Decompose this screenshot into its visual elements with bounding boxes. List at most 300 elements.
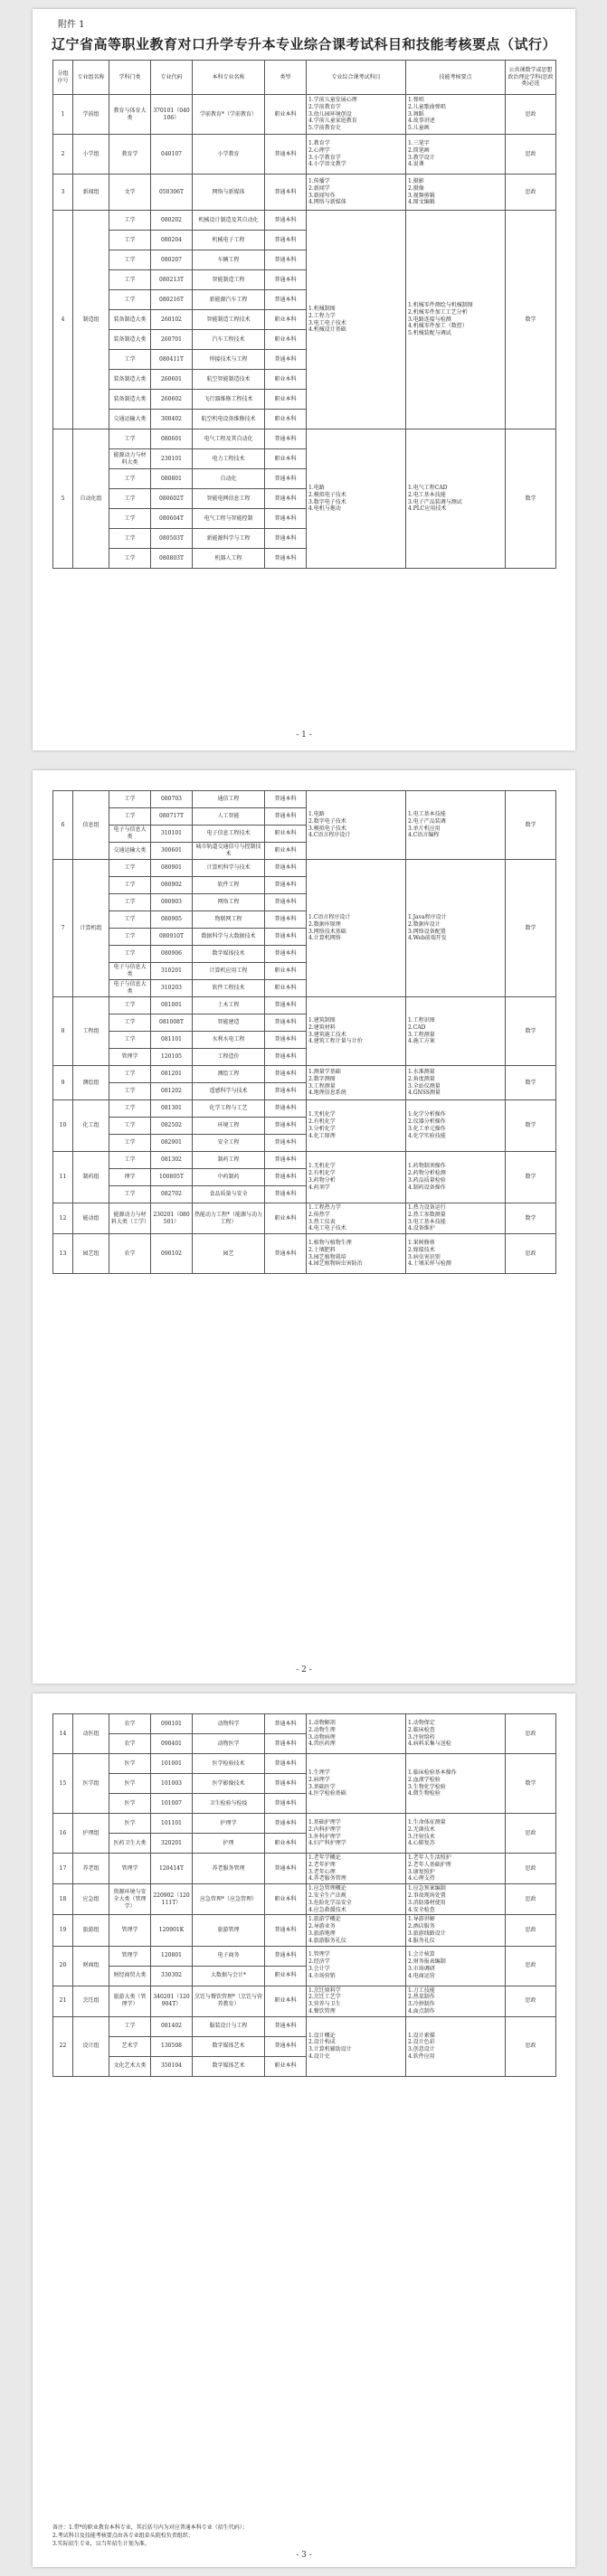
- required-subject: 思政: [506, 1986, 556, 2016]
- major-type: 普通本科: [265, 509, 307, 529]
- required-subject: 数学: [506, 791, 556, 860]
- required-subject: 数学: [506, 1066, 556, 1100]
- major-name: 软件工程技术: [193, 980, 265, 997]
- group-number: 17: [53, 1854, 73, 1884]
- major-type: 普通本科: [265, 1169, 307, 1186]
- major-name: 养老服务管理: [193, 1854, 265, 1884]
- page-3: [33, 1694, 575, 2567]
- discipline-category: 能源动力与材料大类（工学）: [109, 1203, 151, 1234]
- major-code: 101001: [151, 1754, 193, 1774]
- discipline-category: 工学: [109, 791, 151, 808]
- major-name: 食品质量与安全: [193, 1186, 265, 1203]
- major-name: 测绘工程: [193, 1066, 265, 1083]
- exam-subjects: 1.C语言程序设计 2.数据库原理 3.网络技术基础 4.计算机网络: [307, 860, 406, 997]
- major-code: 082702: [151, 1186, 193, 1203]
- exam-subjects: 1.工程热力学 2.传热学 3.热工仪表 4.电工电子技术: [307, 1203, 406, 1234]
- major-name: 制药工程: [193, 1152, 265, 1169]
- discipline-category: 艺术学: [109, 2036, 151, 2056]
- required-subject: 思政: [506, 1946, 556, 1986]
- skill-points: 1.机械零件测绘与机械制图 2.机械零件加工工艺分析 3.电路连接与检测 4.机械零件加工（数控） 5.机械装配与调试: [406, 211, 506, 429]
- discipline-category: 农学: [109, 1734, 151, 1754]
- major-code: 120901K: [151, 1915, 193, 1946]
- table-row: [53, 1234, 556, 1274]
- required-subject: 思政: [506, 135, 556, 175]
- major-code: 220902（120111T）: [151, 1884, 193, 1915]
- major-code: 260701: [151, 330, 193, 350]
- required-subject: 数学: [506, 1152, 556, 1203]
- exam-subjects: 1.无机化学 2.有机化学 3.分析化学 4.化工原理: [307, 1100, 406, 1152]
- table-row: [53, 860, 556, 877]
- major-type: 普通本科: [265, 860, 307, 877]
- major-name: 机械设计制造及其自动化: [193, 211, 265, 231]
- major-type: 普通本科: [265, 1100, 307, 1118]
- major-type: 普通本科: [265, 1083, 307, 1100]
- discipline-category: 医学: [109, 1794, 151, 1814]
- group-number: 7: [53, 860, 73, 997]
- major-type: 职业本科: [265, 843, 307, 860]
- major-type: 职业本科: [265, 1884, 307, 1915]
- major-code: 080207: [151, 250, 193, 270]
- column-header: 学科门类: [109, 61, 151, 95]
- major-name: 安全工程: [193, 1135, 265, 1152]
- major-type: 普通本科: [265, 1118, 307, 1135]
- major-type: 普通本科: [265, 1915, 307, 1946]
- exam-subjects: 1.教育学 2.心理学 3.小学教育学 4.小学语文教学: [307, 135, 406, 175]
- exam-subjects: 1.管理学 2.经济学 3.会计学 4.市场营销: [307, 1946, 406, 1986]
- group-name: 信息组: [73, 791, 109, 860]
- table-row: [53, 1814, 556, 1834]
- discipline-category: 电子与信息大类: [109, 980, 151, 997]
- major-name: 数字媒体艺术: [193, 2056, 265, 2076]
- table-page-1: [52, 60, 556, 569]
- major-name: 服装设计与工程: [193, 2016, 265, 2036]
- major-type: 普通本科: [265, 270, 307, 290]
- major-name: 机器人工程: [193, 549, 265, 569]
- major-name: 人工智能: [193, 808, 265, 826]
- required-subject: 数学: [506, 1754, 556, 1814]
- major-type: 普通本科: [265, 1234, 307, 1274]
- major-name: 电子商务: [193, 1946, 265, 1966]
- major-code: 340201（120904T）: [151, 1986, 193, 2016]
- required-subject: 数学: [506, 860, 556, 997]
- major-code: 080602T: [151, 489, 193, 509]
- major-name: 电气工程与智能控制: [193, 509, 265, 529]
- major-type: 普通本科: [265, 808, 307, 826]
- discipline-category: 工学: [109, 894, 151, 911]
- required-subject: 思政: [506, 1884, 556, 1915]
- exam-subjects: 1.生理学 2.病理学 3.基础医学 4.医学检验基础: [307, 1754, 406, 1814]
- exam-subjects: 1.测量学基础 2.数字测图 3.工程测量 4.地理信息系统: [307, 1066, 406, 1100]
- major-name: 数字媒体艺术: [193, 2036, 265, 2056]
- exam-subjects: 1.无机化学 2.有机化学 3.药物分析 4.药剂学: [307, 1152, 406, 1203]
- group-name: 设计组: [73, 2016, 109, 2076]
- major-name: 大数据与会计*: [193, 1966, 265, 1986]
- major-name: 物联网工程: [193, 911, 265, 929]
- major-type: 普通本科: [265, 911, 307, 929]
- major-name: 数字媒体技术: [193, 946, 265, 963]
- table-row: [53, 1986, 556, 2016]
- exam-subjects: 1.基础护理学 2.内科护理学 3.外科护理学 4.妇产科护理学: [307, 1814, 406, 1854]
- skill-points: 1.生命体征测量 2.无菌技术 3.注射技术 4.心肺复苏: [406, 1814, 506, 1854]
- major-type: 普通本科: [265, 1135, 307, 1152]
- major-type: 职业本科: [265, 2056, 307, 2076]
- major-name: 学前教育*（学前教育）: [193, 95, 265, 135]
- page-1: [33, 9, 575, 750]
- major-type: 普通本科: [265, 1049, 307, 1066]
- major-name: 卫生检验与检疫: [193, 1794, 265, 1814]
- major-code: 080213T: [151, 270, 193, 290]
- header-row: [53, 61, 556, 95]
- major-type: 普通本科: [265, 877, 307, 894]
- discipline-category: 医药卫生大类: [109, 1834, 151, 1854]
- group-number: 15: [53, 1754, 73, 1814]
- discipline-category: 工学: [109, 997, 151, 1014]
- group-number: 4: [53, 211, 73, 429]
- major-type: 普通本科: [265, 1152, 307, 1169]
- discipline-category: 工学: [109, 509, 151, 529]
- table-row: [53, 1754, 556, 1774]
- discipline-category: 工学: [109, 1135, 151, 1152]
- major-name: 水利水电工程: [193, 1032, 265, 1049]
- major-code: 101101: [151, 1814, 193, 1834]
- major-type: 职业本科: [265, 826, 307, 843]
- page-2: [33, 770, 575, 1684]
- discipline-category: 电子与信息大类: [109, 826, 151, 843]
- major-code: 101007: [151, 1794, 193, 1814]
- major-type: 职业本科: [265, 310, 307, 330]
- discipline-category: 交通运输大类: [109, 410, 151, 429]
- major-name: 护理: [193, 1834, 265, 1854]
- skill-points: 1.临床检验基本操作 2.血液学检验 3.生物化学检验 4.微生物检验: [406, 1754, 506, 1814]
- discipline-category: 工学: [109, 860, 151, 877]
- column-header: 技能考核要点: [406, 61, 506, 95]
- skill-points: 1.应急预案编制 2.事故现场处置 3.消防器材使用 4.安全检查: [406, 1884, 506, 1915]
- discipline-category: 管理学: [109, 1049, 151, 1066]
- major-name: 热能动力工程*（能源与动力工程）: [193, 1203, 265, 1234]
- group-name: 养老组: [73, 1854, 109, 1884]
- major-code: 090102: [151, 1234, 193, 1274]
- major-code: 310201: [151, 963, 193, 980]
- major-name: 智能电网信息工程: [193, 489, 265, 509]
- discipline-category: 工学: [109, 250, 151, 270]
- group-name: 自动化组: [73, 429, 109, 569]
- major-name: 网络工程: [193, 894, 265, 911]
- exam-subjects: 1.电路 2.数字电子技术 3.模拟电子技术 4.C语言程序设计: [307, 791, 406, 860]
- major-type: 普通本科: [265, 2036, 307, 2056]
- required-subject: 数学: [506, 429, 556, 569]
- required-subject: 思政: [506, 1814, 556, 1854]
- major-name: 遥感科学与技术: [193, 1083, 265, 1100]
- column-header: 本科专业名称: [193, 61, 265, 95]
- major-code: 260601: [151, 370, 193, 390]
- major-name: 电子信息工程技术: [193, 826, 265, 843]
- group-name: 制药组: [73, 1152, 109, 1203]
- skill-points: 1.药物制剂操作 2.药物分析检测 3.药品质量检验 4.制药设备操作: [406, 1152, 506, 1203]
- major-code: 090101: [151, 1714, 193, 1734]
- major-type: 普通本科: [265, 469, 307, 489]
- discipline-category: 医学: [109, 1814, 151, 1834]
- required-subject: 思政: [506, 2016, 556, 2076]
- major-code: 080717T: [151, 808, 193, 826]
- discipline-category: 财经商贸大类: [109, 1966, 151, 1986]
- discipline-category: 文学: [109, 175, 151, 211]
- group-name: 动医组: [73, 1714, 109, 1754]
- required-subject: 数学: [506, 997, 556, 1066]
- discipline-category: 医学: [109, 1754, 151, 1774]
- major-code: 080411T: [151, 350, 193, 370]
- major-code: 081201: [151, 1066, 193, 1083]
- skill-points: 1.果树修剪 2.嫁接技术 3.病虫害识别 4.土壤采样与检测: [406, 1234, 506, 1274]
- discipline-category: 工学: [109, 270, 151, 290]
- major-code: 080902: [151, 877, 193, 894]
- discipline-category: 电子与信息大类: [109, 963, 151, 980]
- discipline-category: 旅游大类（管理学）: [109, 1986, 151, 2016]
- discipline-category: 装备制造大类: [109, 330, 151, 350]
- major-code: 080910T: [151, 929, 193, 946]
- table-row: [53, 429, 556, 449]
- major-code: 080903: [151, 894, 193, 911]
- major-code: 081402: [151, 2016, 193, 2036]
- discipline-category: 农学: [109, 1234, 151, 1274]
- major-code: 081302: [151, 1152, 193, 1169]
- major-name: 网络与新媒体: [193, 175, 265, 211]
- major-type: 职业本科: [265, 963, 307, 980]
- skill-points: 1.工程识图 2.CAD 3.工程测量 4.施工方案: [406, 997, 506, 1066]
- column-header: 专业综合课考试科目: [307, 61, 406, 95]
- discipline-category: 工学: [109, 1118, 151, 1135]
- group-name: 新闻组: [73, 175, 109, 211]
- major-name: 动物科学: [193, 1714, 265, 1734]
- table-row: [53, 1152, 556, 1169]
- skill-points: 1.水准测量 2.角度测量 3.全站仪测量 4.GNSS测量: [406, 1066, 506, 1100]
- skill-points: 1.摄影 2.摄像 3.视频剪辑 4.图文编辑: [406, 175, 506, 211]
- major-name: 化学工程与工艺: [193, 1100, 265, 1118]
- major-type: 职业本科: [265, 1986, 307, 2016]
- skill-points: 1.会计核算 2.财务报表编制 3.市场调研 4.电商运营: [406, 1946, 506, 1986]
- group-name: 测绘组: [73, 1066, 109, 1100]
- major-type: 普通本科: [265, 1066, 307, 1083]
- major-code: 260102: [151, 310, 193, 330]
- exam-subjects: 1.学前儿童发展心理 2.学前教育学 3.幼儿园环境创设 4.学前儿童家庭教育 5.学前教育史: [307, 95, 406, 135]
- column-header: 分组序号: [53, 61, 73, 95]
- major-type: 职业本科: [265, 370, 307, 390]
- major-type: 普通本科: [265, 1714, 307, 1734]
- group-name: 制造组: [73, 211, 109, 429]
- group-number: 6: [53, 791, 73, 860]
- discipline-category: 农学: [109, 1714, 151, 1734]
- table-row: [53, 1100, 556, 1118]
- major-code: 300601: [151, 843, 193, 860]
- exam-subjects: 1.设计概论 2.设计构成 3.计算机辅助设计 4.设计史: [307, 2016, 406, 2076]
- discipline-category: 工学: [109, 1014, 151, 1032]
- group-name: 烹饪组: [73, 1986, 109, 2016]
- group-number: 22: [53, 2016, 73, 2076]
- table-row: [53, 95, 556, 135]
- group-number: 11: [53, 1152, 73, 1203]
- discipline-category: 工学: [109, 877, 151, 894]
- major-name: 烹饪与餐饮管理*（烹饪与营养教育）: [193, 1986, 265, 2016]
- group-name: 化工组: [73, 1100, 109, 1152]
- major-type: 职业本科: [265, 390, 307, 410]
- discipline-category: 工学: [109, 1066, 151, 1083]
- discipline-category: 医学: [109, 1774, 151, 1794]
- major-name: 航空智能制造技术: [193, 370, 265, 390]
- discipline-category: 能源动力与材料大类: [109, 449, 151, 469]
- group-number: 18: [53, 1884, 73, 1915]
- major-name: 新能源汽车工程: [193, 290, 265, 310]
- major-code: 080601: [151, 429, 193, 449]
- major-name: 通信工程: [193, 791, 265, 808]
- table-row: [53, 211, 556, 231]
- discipline-category: 工学: [109, 808, 151, 826]
- table-row: [53, 1203, 556, 1234]
- major-type: 职业本科: [265, 449, 307, 469]
- major-type: 职业本科: [265, 980, 307, 997]
- exam-subjects: 1.动物解剖 2.动物生理 3.动物病理 4.兽医药理: [307, 1714, 406, 1754]
- major-code: 080703: [151, 791, 193, 808]
- table-row: [53, 997, 556, 1014]
- table-row: [53, 791, 556, 808]
- column-header: 专业代码: [151, 61, 193, 95]
- footnotes: [52, 2524, 555, 2548]
- major-type: 普通本科: [265, 1794, 307, 1814]
- major-code: 050306T: [151, 175, 193, 211]
- discipline-category: 工学: [109, 911, 151, 929]
- required-subject: 数学: [506, 211, 556, 429]
- major-name: 新能源科学与工程: [193, 529, 265, 549]
- group-name: 护理组: [73, 1814, 109, 1854]
- major-type: 普通本科: [265, 250, 307, 270]
- major-code: 310101: [151, 826, 193, 843]
- major-type: 普通本科: [265, 997, 307, 1014]
- skill-points: 1.老年人生活照护 2.老年人基础护理 3.康复照护 4.心理支持: [406, 1854, 506, 1884]
- major-name: 动物医学: [193, 1734, 265, 1754]
- major-name: 计算机科学与技术: [193, 860, 265, 877]
- column-header: 类型: [265, 61, 307, 95]
- major-code: 081008T: [151, 1014, 193, 1032]
- exam-subjects: 1.应急管理概论 2.安全生产法规 3.危险化学品安全 4.应急救援技术: [307, 1884, 406, 1915]
- major-type: 职业本科: [265, 1834, 307, 1854]
- major-name: 电力工程技术: [193, 449, 265, 469]
- group-name: 工程组: [73, 997, 109, 1066]
- major-code: 080604T: [151, 509, 193, 529]
- table-row: [53, 2016, 556, 2036]
- group-name: 园艺组: [73, 1234, 109, 1274]
- major-type: 普通本科: [265, 290, 307, 310]
- group-name: 医学组: [73, 1754, 109, 1814]
- exam-subjects: 1.电路 2.模拟电子技术 3.数字电子技术 4.电机与拖动: [307, 429, 406, 569]
- table-row: [53, 1714, 556, 1734]
- major-code: 370101（040106）: [151, 95, 193, 135]
- major-code: 120105: [151, 1049, 193, 1066]
- major-type: 普通本科: [265, 231, 307, 250]
- discipline-category: 教育学: [109, 135, 151, 175]
- major-code: 100805T: [151, 1169, 193, 1186]
- major-name: 汽车工程技术: [193, 330, 265, 350]
- major-code: 080801: [151, 469, 193, 489]
- table-page-3: [52, 1713, 556, 2077]
- discipline-category: 工学: [109, 2016, 151, 2036]
- major-code: 080906: [151, 946, 193, 963]
- group-number: 20: [53, 1946, 73, 1986]
- skill-points: 1.化学分析操作 2.仪器分析操作 3.化工单元操作 4.化学实验技能: [406, 1100, 506, 1152]
- table-row: [53, 175, 556, 211]
- skill-points: 1.弹唱 2.儿童歌曲弹唱 3.舞蹈 4.故事讲述 5.儿童画: [406, 95, 506, 135]
- major-type: 普通本科: [265, 549, 307, 569]
- major-code: 080503T: [151, 529, 193, 549]
- major-name: 数据科学与大数据技术: [193, 929, 265, 946]
- major-name: 中药制药: [193, 1169, 265, 1186]
- major-code: 040107: [151, 135, 193, 175]
- major-type: 普通本科: [265, 946, 307, 963]
- table-row: [53, 135, 556, 175]
- major-name: 软件工程: [193, 877, 265, 894]
- major-type: 普通本科: [265, 1754, 307, 1774]
- group-name: 小学组: [73, 135, 109, 175]
- attachment-note: 附件 1: [58, 20, 85, 30]
- group-number: 2: [53, 135, 73, 175]
- discipline-category: 管理学: [109, 1854, 151, 1884]
- major-type: 普通本科: [265, 135, 307, 175]
- major-type: 普通本科: [265, 175, 307, 211]
- discipline-category: 工学: [109, 929, 151, 946]
- major-name: 机械电子工程: [193, 231, 265, 250]
- table-row: [53, 1854, 556, 1884]
- major-type: 普通本科: [265, 1854, 307, 1884]
- major-name: 车辆工程: [193, 250, 265, 270]
- major-code: 101003: [151, 1774, 193, 1794]
- major-type: 职业本科: [265, 330, 307, 350]
- exam-subjects: 1.建筑制图 2.建筑材料 3.建筑施工技术 4.建筑工程计量与计价: [307, 997, 406, 1066]
- major-type: 普通本科: [265, 211, 307, 231]
- major-type: 职业本科: [265, 410, 307, 429]
- group-number: 1: [53, 95, 73, 135]
- discipline-category: 装备制造大类: [109, 310, 151, 330]
- major-code: 080216T: [151, 290, 193, 310]
- discipline-category: 资源环境与安全大类（管理学）: [109, 1884, 151, 1915]
- discipline-category: 工学: [109, 1083, 151, 1100]
- major-code: 080905: [151, 911, 193, 929]
- discipline-category: 工学: [109, 1186, 151, 1203]
- major-code: 330302: [151, 1966, 193, 1986]
- required-subject: 思政: [506, 95, 556, 135]
- major-code: 081301: [151, 1100, 193, 1118]
- required-subject: 思政: [506, 1854, 556, 1884]
- exam-subjects: 1.旅游学概论 2.导游业务 3.旅游地理 4.旅游服务礼仪: [307, 1915, 406, 1946]
- skill-points: 1.动物保定 2.临床检查 3.注射给药 4.病料采集与送检: [406, 1714, 506, 1754]
- major-name: 旅游管理: [193, 1915, 265, 1946]
- major-type: 普通本科: [265, 1946, 307, 1966]
- skill-points: 1.设计素描 2.设计色彩 3.创意设计 4.软件应用: [406, 2016, 506, 2076]
- major-code: 082901: [151, 1135, 193, 1152]
- major-code: 230201（080501）: [151, 1203, 193, 1234]
- group-number: 3: [53, 175, 73, 211]
- major-type: 普通本科: [265, 791, 307, 808]
- major-code: 080803T: [151, 549, 193, 569]
- major-code: 260602: [151, 390, 193, 410]
- group-name: 财商组: [73, 1946, 109, 1986]
- major-name: 小学教育: [193, 135, 265, 175]
- major-name: 电气工程及其自动化: [193, 429, 265, 449]
- major-type: 普通本科: [265, 1014, 307, 1032]
- page-number: - 1 -: [296, 731, 312, 740]
- exam-subjects: 1.传播学 2.新闻学 3.新闻写作 4.网络与新媒体: [307, 175, 406, 211]
- major-type: 职业本科: [265, 1966, 307, 1986]
- discipline-category: 管理学: [109, 1915, 151, 1946]
- table-row: [53, 1884, 556, 1915]
- discipline-category: 文化艺术大类: [109, 2056, 151, 2076]
- required-subject: 数学: [506, 1100, 556, 1152]
